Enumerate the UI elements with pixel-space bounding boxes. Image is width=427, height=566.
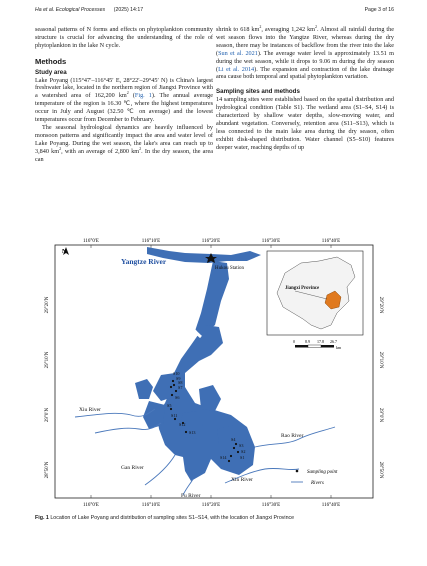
site-label-s14: S14	[220, 455, 227, 460]
lat-label-left-1: 29°20′N	[45, 296, 50, 314]
methods-heading: Methods	[35, 56, 67, 66]
rao-river-label: Rao River	[281, 433, 304, 439]
caption-text: Location of Lake Poyang and distribution of sampling sites S1–S14, with the location of Jiangxi Province	[50, 515, 295, 521]
scale-tick-1: 8.9	[305, 339, 310, 344]
site-label-s6: S6	[175, 395, 180, 400]
lon-label-bottom-3: 116°20′E	[201, 503, 221, 508]
study-area-paragraph-2: The seasonal hydrological dynamics are heavily influenced by monsoon patterns and significantly impact the area and water level of Lake Poyang. During the wet season, the lake's area can reach up to 3,840 $km^2$, with an average of 2,800 $km^2$. In the dry season, the area can	[35, 123, 213, 163]
sampling-heading: Sampling sites and methods	[216, 88, 300, 96]
study-area-heading: Study area	[35, 68, 67, 76]
lon-label-bottom-1: 116°0′E	[83, 503, 99, 508]
xin-river-label: Xin River	[231, 477, 253, 483]
intro-paragraph: seasonal patterns of N forms and effects on phytoplankton community structure is crucial for advancing the understanding of the role of phytoplankton in the lake N cycle.	[35, 26, 213, 49]
fu-river-label: Fu River	[181, 493, 201, 499]
figure-caption	[35, 515, 393, 521]
caption-label: Fig. 1	[35, 515, 49, 521]
xiu-river-label: Xiu River	[79, 407, 101, 413]
site-label-s13: S13	[189, 430, 196, 435]
legend-point-icon	[296, 470, 299, 473]
gan-river-label: Gan River	[121, 465, 144, 471]
lon-label-bottom-5: 116°40′E	[321, 503, 341, 508]
lon-label-top-1: 116°0′E	[83, 239, 99, 244]
north-label: N	[62, 249, 67, 255]
hydrology-paragraph: shrink to 618 $km^2$, averaging 1,242 $km^2$. Almost all rainfall during the wet season flows into the Yangtze River, whereas during the dry season, there may be instances of backflow from the river into the lake (Sun et al. 2021). The average water level is approximately 13.51 m during the wet season, while it drops to 9.06 m during the dry season (Li et al. 2014). The expansion and contraction of the lake drainage area cause both temporal and spatial phytoplankton variation.	[216, 23, 395, 81]
lon-label-top-4: 116°30′E	[261, 239, 281, 244]
site-label-s12: S12	[179, 422, 186, 427]
lon-label-top-2: 116°10′E	[141, 239, 161, 244]
site-label-s5: S5	[167, 403, 172, 408]
site-label-s1: S1	[240, 455, 245, 460]
site-label-s11: S11	[171, 413, 178, 418]
scale-unit: km	[336, 345, 342, 350]
running-header	[35, 7, 143, 13]
journal-name: Ha et al. Ecological Processes	[35, 7, 106, 13]
site-label-s9: S9	[176, 376, 181, 381]
sampling-paragraph: 14 sampling sites were established based on the spatial distribution and hydrological condition (Table S1). The wetland area (S1–S4, S14) is characterized by shallow water depths, slow-moving water, and abundant vegetation. Conversely, retention area (S11–S13), which is less connected to the main lake area during the dry season, often exhibit disk-shaped distribution. Water channel (S5–S10) features deeper water, reaching depths of up	[216, 96, 394, 151]
lon-label-top-5: 116°40′E	[321, 239, 341, 244]
right-column	[216, 23, 395, 152]
figure-1-map	[35, 233, 393, 511]
legend-point-label: Sampling point	[307, 470, 338, 475]
site-label-s4: S4	[231, 437, 236, 442]
lon-label-bottom-4: 116°30′E	[261, 503, 281, 508]
site-label-s3: S3	[239, 443, 244, 448]
study-area-paragraph-1: Lake Poyang (115°47′–116°45′ E, 28°22′–29°45′ N) is China's largest freshwater lake, located in the northern region of Jiangxi Province with a watershed area of 162,200 $km^2$ (Fig. 1). The annual average temperature of the region is 16.30 ℃, where the highest temperatures occur in July and August (32.50 ℃ on average) and the lowest temperatures occur from December to February.	[35, 76, 213, 124]
citation-link-sun[interactable]: Sun et al. 2021	[218, 49, 258, 57]
china-inset	[267, 251, 363, 335]
lon-label-top-3: 116°20′E	[201, 239, 221, 244]
page-number: Page 3 of 16	[364, 7, 394, 13]
volume-info: (2025) 14:17	[113, 7, 144, 13]
scale-tick-3: 26.7	[330, 339, 337, 344]
lat-label-left-2: 29°10′N	[45, 351, 50, 369]
lat-label-left-3: 29°0′N	[45, 407, 50, 423]
scale-tick-0: 0	[293, 339, 295, 344]
citation-link-li[interactable]: Li et al. 2014	[218, 65, 255, 73]
site-label-s8: S8	[178, 380, 183, 385]
lat-label-right-3: 29°0′N	[378, 407, 383, 423]
legend-river-label: Rivers	[311, 481, 324, 486]
scale-tick-2: 17.8	[317, 339, 324, 344]
left-column	[35, 26, 213, 164]
lat-label-right-4: 28°50′N	[378, 461, 383, 479]
lat-label-left-4: 28°50′N	[45, 461, 50, 479]
lon-label-bottom-2: 116°10′E	[141, 503, 161, 508]
yangtze-label: Yangtze River	[121, 257, 167, 266]
site-label-s2: S2	[241, 449, 246, 454]
hukou-label: Hukou Station	[215, 266, 245, 271]
figure-link[interactable]: Fig. 1	[134, 92, 152, 100]
site-label-s10: S10	[173, 371, 180, 376]
site-label-s7: S7	[178, 385, 183, 390]
lat-label-right-1: 29°20′N	[378, 296, 383, 314]
jiangxi-label: Jiangxi Province	[285, 286, 320, 291]
lat-label-right-2: 29°10′N	[378, 351, 383, 369]
